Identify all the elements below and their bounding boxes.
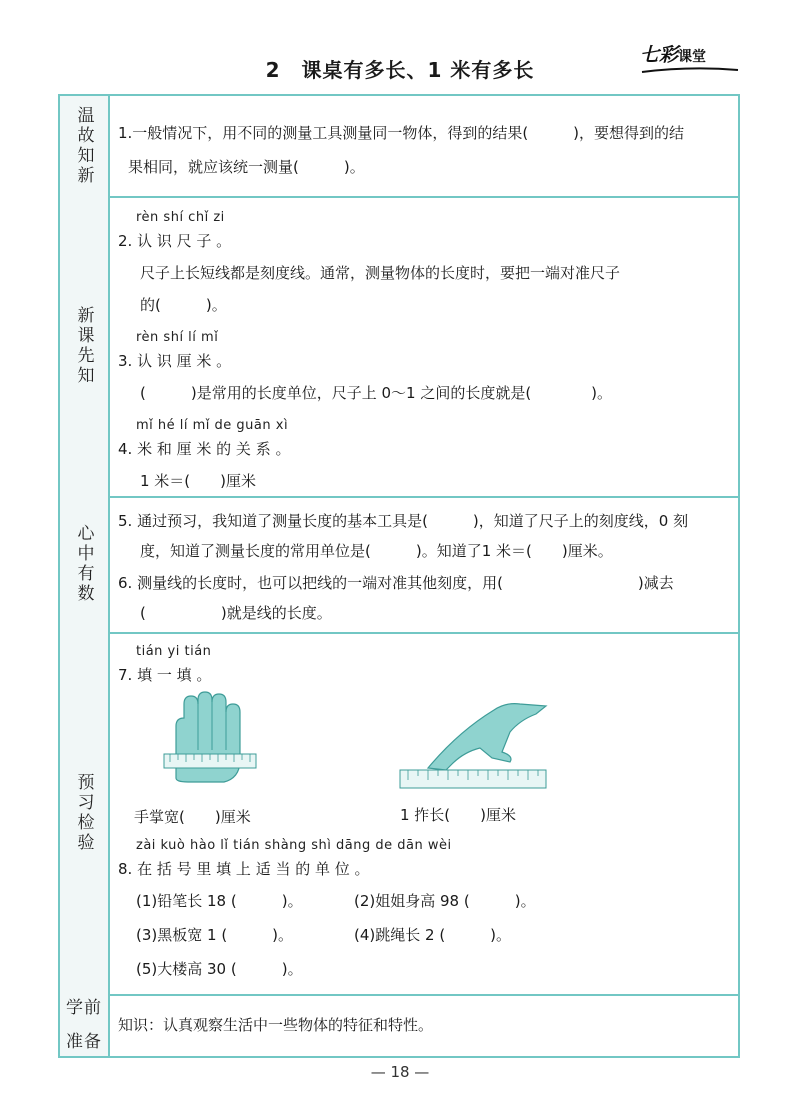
section-label-check: 预习检验: [60, 632, 110, 994]
q1-line2: 果相同，就应该统一测量( )。: [128, 158, 365, 176]
q1-line1: 1.一般情况下，用不同的测量工具测量同一物体，得到的结果( )，要想得到的结: [118, 124, 685, 142]
q5-line1: 5. 通过预习，我知道了测量长度的基本工具是( )，知道了尺子上的刻度线，0 刻: [118, 512, 689, 530]
q8-item-1: (1)铅笔长 18 ( )。: [136, 892, 303, 910]
q2-line1: 尺子上长短线都是刻度线。通常，测量物体的长度时，要把一端对准尺子: [140, 264, 621, 282]
q2-title: 2. 认 识 尺 子 。: [118, 232, 232, 250]
q8-item-5: (5)大楼高 30 ( )。: [136, 960, 303, 978]
q8-item-4: (4)跳绳长 2 ( )。: [354, 926, 512, 944]
q5-line2: 度，知道了测量长度的常用单位是( )。知道了1 米＝( )厘米。: [140, 542, 613, 560]
q8-item-3: (3)黑板宽 1 ( )。: [136, 926, 294, 944]
brand-logo: 七彩课堂: [640, 44, 707, 66]
q7-title: 7. 填 一 填 。: [118, 666, 212, 684]
page-number: — 18 —: [370, 1063, 430, 1081]
q8-item-2: (2)姐姐身高 98 ( )。: [354, 892, 536, 910]
q6-line2: ( )就是线的长度。: [140, 604, 332, 622]
section-label-new-lesson: 新课先知: [60, 196, 110, 496]
section-summary: [60, 496, 738, 634]
page-title: 2 课桌有多长、1 米有多长: [265, 58, 535, 82]
q7-hand-answer: 手掌宽( )厘米: [134, 808, 251, 826]
q2-pinyin: rèn shí chǐ zi: [136, 210, 225, 225]
span-on-ruler-icon: [398, 696, 548, 796]
q3-line1: ( )是常用的长度单位，尺子上 0～1 之间的长度就是( )。: [140, 384, 613, 402]
section-new-lesson: [60, 196, 738, 498]
q7-pinyin: tián yi tián: [136, 644, 212, 659]
section-label-review: 温故知新: [60, 96, 110, 196]
q3-pinyin: rèn shí lí mǐ: [136, 330, 219, 345]
brand-swoosh-icon: [640, 66, 740, 74]
section-review: [60, 96, 738, 198]
q6-line1: 6. 测量线的长度时，也可以把线的一端对准其他刻度，用( )减去: [118, 574, 674, 592]
q4-pinyin: mǐ hé lí mǐ de guān xì: [136, 418, 289, 433]
q4-title: 4. 米 和 厘 米 的 关 系 。: [118, 440, 291, 458]
section-label-summary: 心中有数: [60, 496, 110, 632]
section-check: [60, 632, 738, 996]
prep-text: 知识：认真观察生活中一些物体的特征和特性。: [118, 1016, 434, 1034]
hand-on-ruler-icon: [158, 690, 258, 790]
q3-title: 3. 认 识 厘 米 。: [118, 352, 232, 370]
q7-span-answer: 1 拃长( )厘米: [400, 806, 517, 824]
worksheet-frame: [58, 94, 740, 1058]
section-prep: [60, 994, 738, 1056]
q2-line2: 的( )。: [140, 296, 227, 314]
q8-title: 8. 在 括 号 里 填 上 适 当 的 单 位 。: [118, 860, 370, 878]
q4-line1: 1 米＝( )厘米: [140, 472, 257, 490]
q8-pinyin: zài kuò hào lǐ tián shàng shì dāng de dān wèi: [136, 838, 452, 853]
section-label-prep: 学前准备: [60, 994, 110, 1056]
